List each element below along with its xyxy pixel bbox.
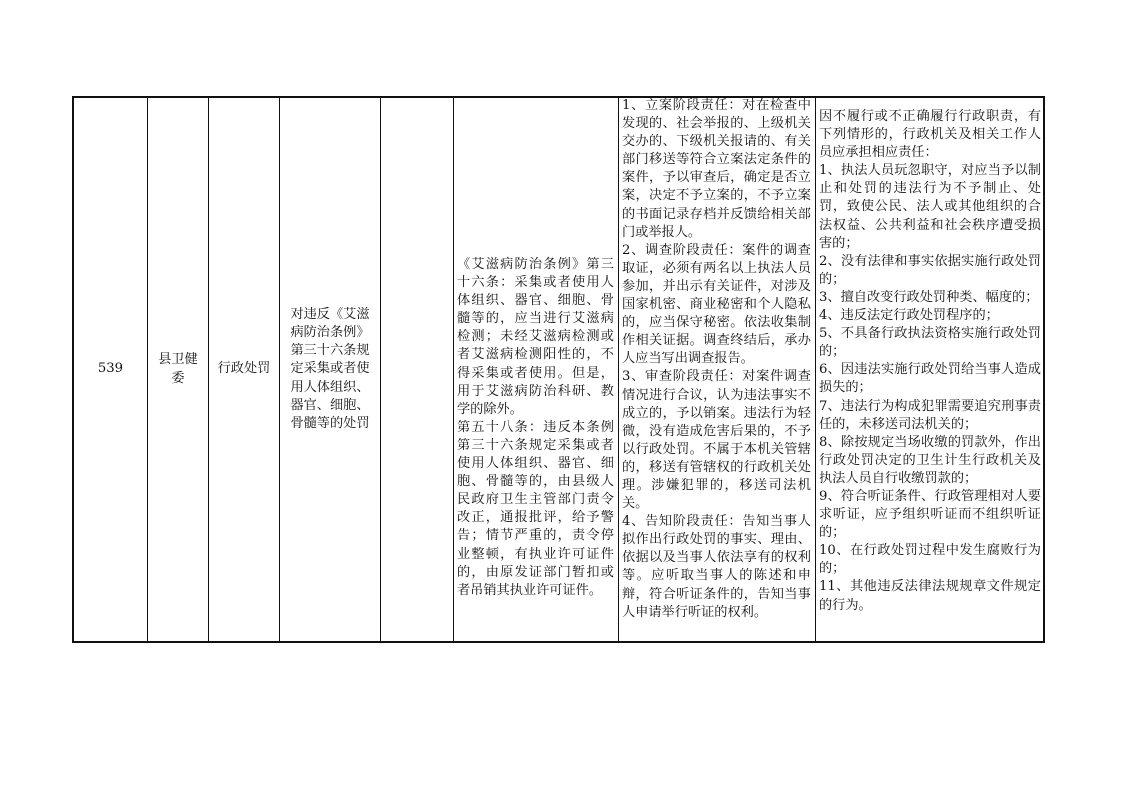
responsibilities-text: 1、立案阶段责任：对在检查中发现的、社会举报的、上级机关交办的、下级机关报请的、有关部门移送等符合立案法定条件的案件，予以审查后，确定是否立案，决定不予立案的，不予立案的书面记录存档并反馈给相关部门或举报人。 2、调查阶段责任：案件的调查取证，必须有两名以上执法人员参加，并出示有关证件，对涉及国家机密、商业秘密和个人隐私的，应当保守秘密。依法收集制作相关证据。调查终结后，承办人应当写出调查报告。 3、审查阶段责任：对案件调查情况进行合议，认为违法事实不成立的，予以销案。违法行为轻微，没有造成危害后果的，不予以行政处罚。不属于本机关管辖的，移送有管辖权的行政机关处理。涉嫌犯罪的，移送司法机关。 4、告知阶段责任：告知当事人拟作出行政处罚的事实、理由、依据以及当事人依法享有的权利等。应听取当事人的陈述和申辩，符合听证条件的，告知当事人申请举行听证的权利。 — [622, 98, 811, 620]
row-number-cell — [74, 98, 147, 641]
legal-basis-text: 《艾滋病防治条例》第三十六条：采集或者使用人体组织、器官、细胞、骨髓等的，应当进行艾滋病检测；未经艾滋病检测或者艾滋病检测阳性的，不得采集或者使用。但是，用于艾滋病防治科研、教学的除外。 第五十八条：违反本条例第三十六条规定采集或者使用人体组织、器官、细胞、骨髓等的，由县级人民政府卫生主管部门责令改正，通报批评，给予警告；情节严重的，责令停业整顿，有执业许可证件的，由原发证部门暂扣或者吊销其执业许可证件。 — [457, 257, 614, 598]
item-name-cell — [280, 98, 380, 641]
record-table — [72, 96, 1045, 643]
department-text: 县卫健 委 — [158, 352, 198, 386]
accountability-text: 因不履行或不正确履行行政职责，有下列情形的，行政机关及相关工作人员应承担相应责任： 1、执法人员玩忽职守，对应当予以制止和处罚的违法行为不予制止、处罚，致使公民、法人或其他组织的合法权益、公共利益和社会秩序遭受损害的； 2、没有法律和事实依据实施行政处罚的； 3、擅自改变行政处罚种类、幅度的； 4、违反法定行政处罚程序的； 5、不具备行政执法资格实施行政处罚的； 6、因违法实施行政处罚给当事人造成损失的； 7、违法行为构成犯罪需要追究刑事责任的，未移送司法机关的； 8、除按规定当场收缴的罚款外，作出行政处罚决定的卫生计生行政机关及执法人员自行收缴罚款的； 9、符合听证条件、行政管理相对人要求听证，应予组织听证而不组织听证的； 10、在行政处罚过程中发生腐败行为的； 11、其他违反法律法规规章文件规定的行为。 — [819, 109, 1041, 613]
row-number: 539 — [97, 361, 124, 377]
accountability-cell — [816, 98, 1045, 641]
category-cell — [209, 98, 279, 641]
category-text: 行政处罚 — [217, 361, 271, 377]
department-cell — [148, 98, 208, 641]
empty-cell — [381, 98, 453, 641]
responsibilities-cell — [619, 98, 815, 641]
legal-basis-cell — [454, 98, 618, 641]
item-name-text: 对违反《艾滋 病防治条例》 第三十六条规 定采集或者使 用人体组织、 器官、细胞、 骨髓等的处罚 — [290, 307, 370, 431]
